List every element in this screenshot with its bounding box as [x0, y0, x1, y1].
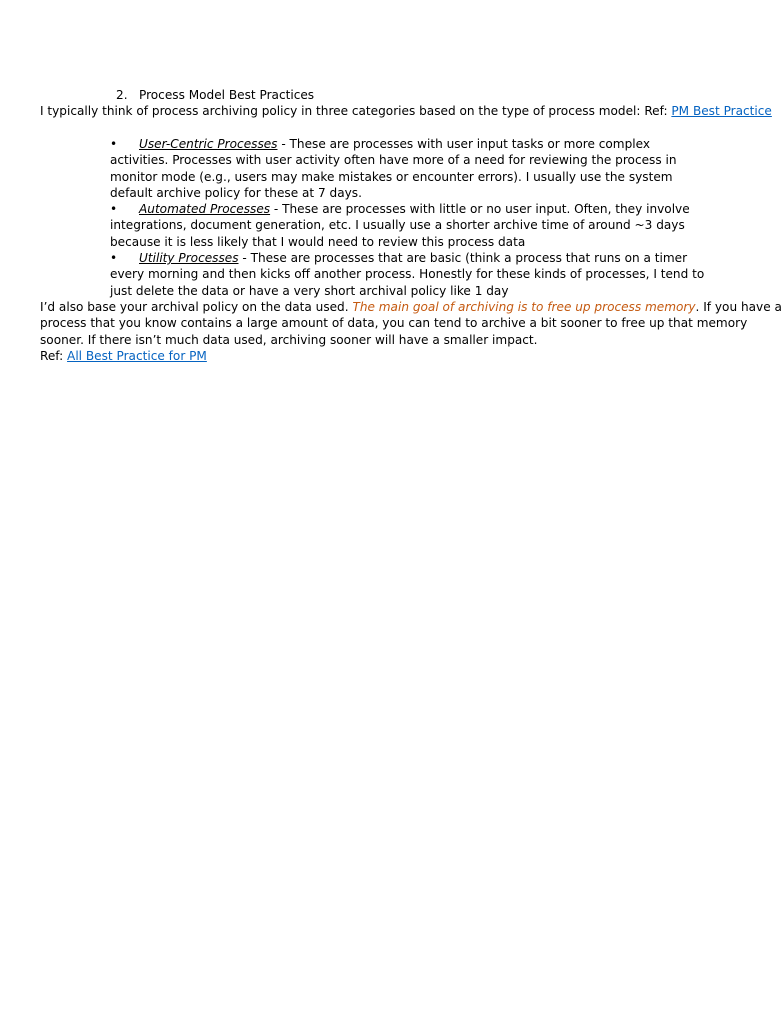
data-policy-paragraph: [40, 299, 782, 348]
pm-best-practice-link[interactable]: PM Best Practice: [671, 104, 772, 118]
para-text: . If you have a: [695, 300, 782, 314]
para-text: process that you know contains a large amount of data, you can tend to archive a bit sooner to free up that memory: [40, 316, 748, 331]
numbered-heading: [116, 87, 314, 103]
bullet-icon: •: [110, 251, 118, 265]
bullet-item-automated: [110, 201, 710, 250]
bullet-text: - These are processes with little or no user input. Often, they involve: [270, 202, 690, 216]
emphasis-text: The main goal of archiving is to free up process memory: [352, 300, 696, 314]
bullet-text: just delete the data or have a very short archival policy like 1 day: [110, 283, 509, 298]
para-text: sooner. If there isn’t much data used, archiving sooner will have a smaller impact.: [40, 332, 538, 347]
intro-paragraph: [40, 103, 772, 119]
bullet-text: default archive policy for these at 7 days.: [110, 185, 362, 200]
bullet-text: every morning and then kicks off another process. Honestly for these kinds of processes, I tend to: [110, 267, 705, 282]
bullet-text: activities. Processes with user activity often have more of a need for reviewing the process in: [110, 153, 677, 168]
bullet-item-user-centric: [110, 136, 710, 201]
bullet-text: integrations, document generation, etc. I usually use a shorter archive time of around ~3 days: [110, 218, 685, 233]
ref-line: [40, 348, 207, 364]
intro-text: I typically think of process archiving policy in three categories based on the type of process model: Ref:: [40, 104, 672, 118]
bullet-text: - These are processes that are basic (think a process that runs on a timer: [238, 251, 688, 265]
bullet-text: monitor mode (e.g., users may make mistakes or encounter errors). I usually use the system: [110, 169, 673, 184]
bullet-term: User-Centric Processes: [139, 137, 278, 151]
heading-text: Process Model Best Practices: [139, 88, 315, 102]
bullet-term: Automated Processes: [139, 202, 271, 216]
bullet-icon: •: [110, 202, 118, 216]
bullet-text: because it is less likely that I would need to review this process data: [110, 234, 526, 249]
para-text: I’d also base your archival policy on the data used.: [40, 300, 353, 314]
ref-label: Ref:: [40, 349, 68, 363]
bullet-item-utility: [110, 250, 710, 299]
list-number: 2.: [116, 88, 128, 102]
bullet-icon: •: [110, 137, 118, 151]
bullet-term: Utility Processes: [139, 251, 239, 265]
all-best-practice-link[interactable]: All Best Practice for PM: [67, 349, 207, 363]
bullet-text: - These are processes with user input tasks or more complex: [277, 137, 650, 151]
